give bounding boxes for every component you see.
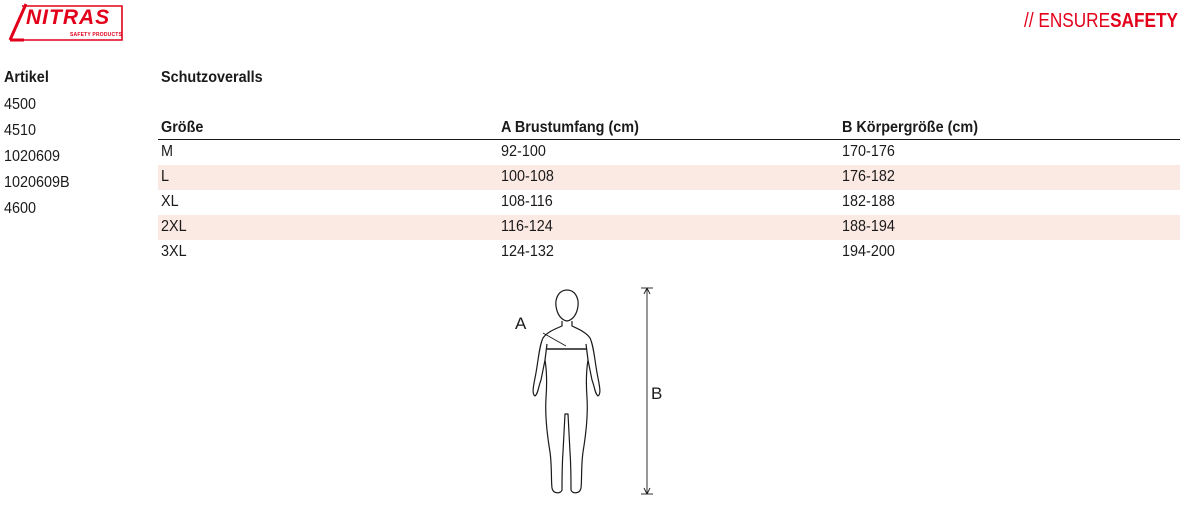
cell-height: 188-194 xyxy=(842,218,895,235)
nitras-logo xyxy=(4,3,124,43)
cell-height: 182-188 xyxy=(842,193,895,210)
table-row xyxy=(158,240,1180,265)
article-item: 4510 xyxy=(4,122,37,139)
cell-size: 2XL xyxy=(161,218,187,235)
product-title: Schutzoveralls xyxy=(161,69,263,86)
cell-chest: 124-132 xyxy=(501,243,554,260)
table-row xyxy=(158,190,1180,215)
logo-text: NITRAS xyxy=(26,6,111,29)
cell-chest: 116-124 xyxy=(501,218,553,235)
column-header-chest: A Brustumfang (cm) xyxy=(501,119,639,136)
cell-height: 194-200 xyxy=(842,243,895,260)
table-row xyxy=(158,165,1180,190)
cell-height: 170-176 xyxy=(842,143,895,160)
cell-chest: 100-108 xyxy=(501,168,554,185)
article-item: 1020609 xyxy=(4,148,61,165)
article-item: 1020609B xyxy=(4,174,70,191)
article-list xyxy=(4,92,77,222)
label-a: A xyxy=(515,314,527,333)
column-header-size: Größe xyxy=(161,119,204,136)
size-table xyxy=(158,118,1180,265)
article-item: 4600 xyxy=(4,200,37,217)
cell-size: 3XL xyxy=(161,243,187,260)
article-item: 4500 xyxy=(4,96,37,113)
table-row xyxy=(158,215,1180,240)
column-header-height: B Körpergröße (cm) xyxy=(842,119,979,136)
tagline-prefix: // ENSURE xyxy=(1024,10,1111,32)
cell-chest: 108-116 xyxy=(501,193,553,210)
tagline-bold: SAFETY xyxy=(1110,10,1178,32)
table-row xyxy=(158,140,1180,165)
cell-chest: 92-100 xyxy=(501,143,546,160)
cell-size: XL xyxy=(161,193,179,210)
label-b: B xyxy=(651,384,663,403)
cell-height: 176-182 xyxy=(842,168,895,185)
cell-size: L xyxy=(161,168,170,185)
table-header xyxy=(158,118,1180,140)
measurement-figure xyxy=(505,284,685,500)
tagline xyxy=(1024,9,1178,33)
article-heading: Artikel xyxy=(4,69,49,86)
cell-size: M xyxy=(161,143,173,160)
logo-subtext: SAFETY PRODUCTS xyxy=(70,32,123,38)
